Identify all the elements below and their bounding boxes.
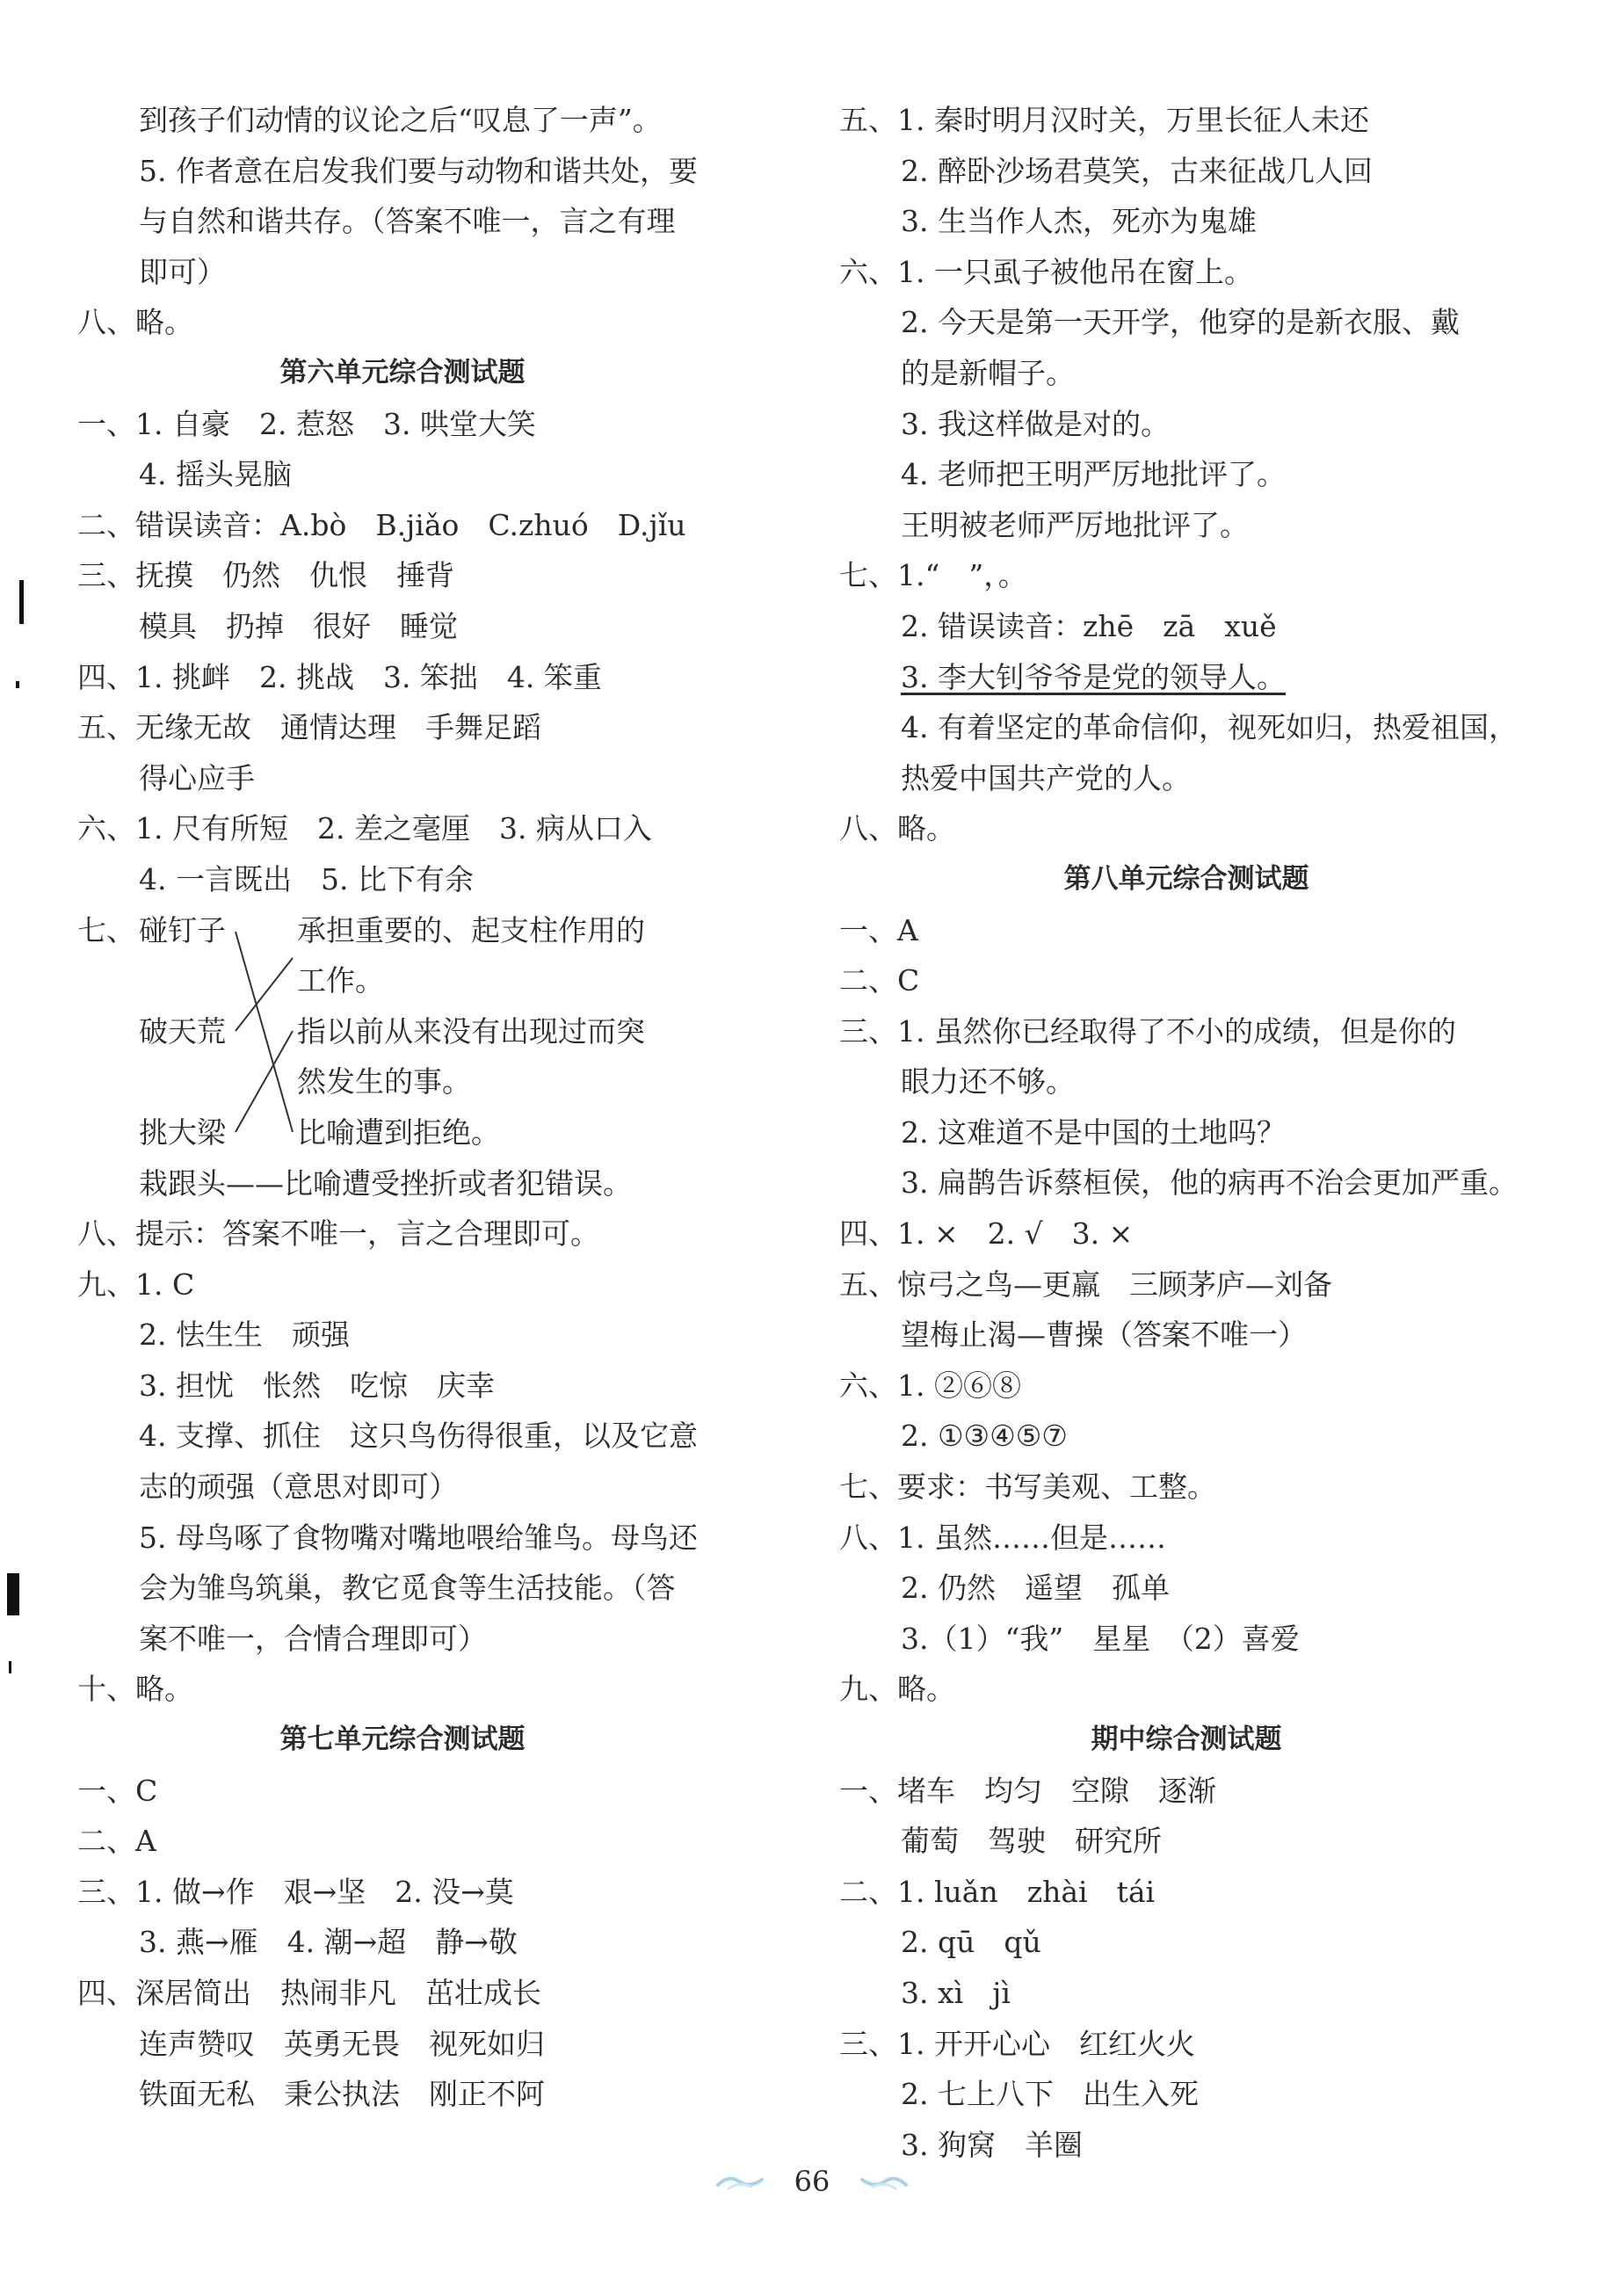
answer-line: 4. 老师把王明严厉地批评了。 [901, 457, 1286, 492]
answer-line: 一、1. 自豪 2. 惹怒 3. 哄堂大笑 [77, 406, 536, 441]
answer-line: 一、A [839, 912, 918, 947]
answer-line: 二、A [77, 1824, 156, 1859]
answer-line: 五、惊弓之鸟—更羸 三顾茅庐—刘备 [839, 1267, 1332, 1302]
answer-line: 2. 今天是第一天开学，他穿的是新衣服、戴 [901, 305, 1460, 340]
answer-line: 望梅止渴—曹操（答案不唯一） [901, 1317, 1307, 1353]
answer-line: 3. 燕→雁 4. 潮→超 静→敬 [139, 1925, 518, 1960]
match-line [236, 958, 293, 1031]
answer-line: 4. 一言既出 5. 比下有余 [139, 861, 474, 896]
scan-mark [9, 1661, 11, 1673]
match-definition: 工作。 [297, 962, 384, 998]
answer-line: 2. 仍然 遥望 孤单 [901, 1571, 1170, 1606]
answer-line: 5. 母鸟啄了食物嘴对嘴地喂给雏鸟。母鸟还 [139, 1520, 698, 1555]
answer-line: 2. 醉卧沙场君莫笑，古来征战几人回 [901, 153, 1373, 188]
answer-line: 3. 担忧 怅然 吃惊 庆幸 [139, 1368, 495, 1403]
answer-line: 葡萄 驾驶 研究所 [901, 1824, 1162, 1859]
answer-line: 六、1. ②⑥⑧ [839, 1368, 1021, 1403]
answer-line: 会为雏鸟筑巢，教它觅食等生活技能。（答 [139, 1571, 676, 1606]
answer-line: 2. 七上八下 出生入死 [901, 2077, 1199, 2112]
answer-line: 4. 有着坚定的革命信仰，视死如归，热爱祖国， [901, 710, 1518, 745]
section-title-midterm: 期中综合测试题 [1091, 1724, 1282, 1755]
answer-line: 3. 生当作人杰，死亦为鬼雄 [901, 204, 1257, 239]
answer-line: 到孩子们动情的议论之后“叹息了一声”。 [139, 103, 662, 137]
answer-line: 热爱中国共产党的人。 [901, 760, 1191, 795]
answer-line: 二、错误读音：A.bò B.jiǎo C.zhuó D.jǐu [77, 507, 686, 542]
right-column [839, 95, 1533, 2170]
answer-line: 案不唯一，合情合理即可） [139, 1621, 487, 1656]
answer-line: 二、1. luǎn zhài tái [839, 1874, 1156, 1909]
wave-ornament-right-icon [855, 2171, 908, 2192]
answer-line: 得心应手 [139, 760, 255, 795]
wave-ornament-left-icon [716, 2171, 769, 2192]
match-term: 碰钉子 [139, 912, 226, 947]
match-definition: 指以前从来没有出现过而突 [297, 1013, 645, 1049]
answer-line: 三、抚摸 仍然 仇恨 捶背 [77, 558, 454, 593]
answer-line: 2. 怯生生 顽强 [139, 1317, 350, 1353]
answer-line: 的是新帽子。 [901, 355, 1075, 390]
matching-exercise [77, 905, 728, 1158]
answer-line: 王明被老师严厉地批评了。 [901, 507, 1249, 542]
answer-line: 铁面无私 秉公执法 刚正不阿 [139, 2077, 545, 2112]
answer-line: 六、1. 尺有所短 2. 差之毫厘 3. 病从口入 [77, 811, 652, 846]
answer-line: 3. 扁鹊告诉蔡桓侯，他的病再不治会更加严重。 [901, 1165, 1518, 1201]
answer-line: 七、要求：书写美观、工整。 [839, 1470, 1216, 1505]
underlined-sentence: 3. 李大钊爷爷是党的领导人。 [901, 659, 1286, 694]
answer-line: 三、1. 开开心心 红红火火 [839, 2026, 1195, 2061]
left-column [77, 95, 728, 2120]
answer-line: 模具 扔掉 很好 睡觉 [139, 608, 458, 643]
answer-line: 5. 作者意在启发我们要与动物和谐共处，要 [139, 153, 698, 188]
answer-line: 九、略。 [839, 1672, 955, 1707]
answer-line: 十、略。 [77, 1672, 193, 1707]
answer-line: 八、1. 虽然……但是…… [839, 1520, 1166, 1555]
match-definition: 比喻遭到拒绝。 [297, 1114, 500, 1150]
answer-line: 志的顽强（意思对即可） [139, 1470, 458, 1505]
answer-line: 4. 支撑、抓住 这只鸟伤得很重，以及它意 [139, 1419, 698, 1454]
answer-line: 一、堵车 均匀 空隙 逐渐 [839, 1773, 1216, 1808]
page-number: 66 [794, 2164, 830, 2198]
match-line [236, 1031, 293, 1132]
answer-line: 眼力还不够。 [901, 1064, 1075, 1100]
answer-line: 四、1. × 2. √ 3. × [839, 1216, 1134, 1252]
answer-line: 2. 这难道不是中国的土地吗？ [901, 1114, 1286, 1150]
answer-line: 2. 错误读音：zhē zā xuě [901, 608, 1277, 643]
answer-line: 五、1. 秦时明月汉时关，万里长征人未还 [839, 103, 1369, 137]
answer-line: 四、深居简出 热闹非凡 茁壮成长 [77, 1976, 541, 2010]
match-line [236, 932, 293, 1132]
answer-line: 4. 摇头晃脑 [139, 457, 292, 492]
answer-line: 九、1. C [77, 1267, 195, 1302]
answer-line: 一、C [77, 1773, 158, 1808]
answer-line: 2. qū qǔ [901, 1925, 1041, 1960]
answer-line: 即可） [139, 254, 226, 289]
match-term: 破天荒 [139, 1013, 226, 1049]
answer-line: 八、略。 [77, 305, 193, 340]
answer-line: 3.（1）“我” 星星 （2）喜爱 [901, 1621, 1300, 1656]
answer-line-underlined [839, 652, 1533, 703]
section-title-unit7: 第七单元综合测试题 [279, 1724, 526, 1756]
scan-mark [16, 681, 19, 688]
match-definition: 然发生的事。 [297, 1063, 471, 1099]
answer-line: 3. xì jì [901, 1975, 1011, 2010]
page-footer [0, 2162, 1624, 2198]
scan-mark [19, 580, 24, 624]
answer-line: 五、无缘无故 通情达理 手舞足蹈 [77, 710, 541, 745]
answer-line: 连声赞叹 英勇无畏 视死如归 [139, 2026, 545, 2061]
answer-line: 八、略。 [839, 811, 955, 846]
answer-line: 三、1. 做→作 艰→坚 2. 没→莫 [77, 1874, 514, 1909]
answer-line: 三、1. 虽然你已经取得了不小的成绩，但是你的 [839, 1013, 1456, 1049]
answer-line: 六、1. 一只虱子被他吊在窗上。 [839, 254, 1253, 289]
answer-line: 3. 我这样做是对的。 [901, 406, 1170, 441]
match-definition: 承担重要的、起支柱作用的 [297, 912, 645, 947]
answer-line: 栽跟头——比喻遭受挫折或者犯错误。 [139, 1165, 632, 1201]
match-lines [77, 905, 341, 1158]
answer-line: 二、C [839, 963, 920, 998]
answer-line: 四、1. 挑衅 2. 挑战 3. 笨拙 4. 笨重 [77, 659, 602, 694]
answer-line: 3. 狗窝 羊圈 [901, 2127, 1083, 2162]
section-title-unit8: 第八单元综合测试题 [1063, 862, 1309, 895]
match-term: 挑大梁 [139, 1114, 226, 1150]
answer-line: 七、1.“ ”，。 [839, 558, 1027, 593]
match-prefix: 七、 [77, 912, 135, 947]
answer-line: 2. ①③④⑤⑦ [901, 1419, 1068, 1454]
section-title-unit6: 第六单元综合测试题 [279, 356, 526, 388]
scan-mark [7, 1573, 19, 1615]
answer-line: 八、提示：答案不唯一，言之合理即可。 [77, 1216, 599, 1252]
answer-line: 与自然和谐共存。（答案不唯一，言之有理 [139, 204, 676, 239]
